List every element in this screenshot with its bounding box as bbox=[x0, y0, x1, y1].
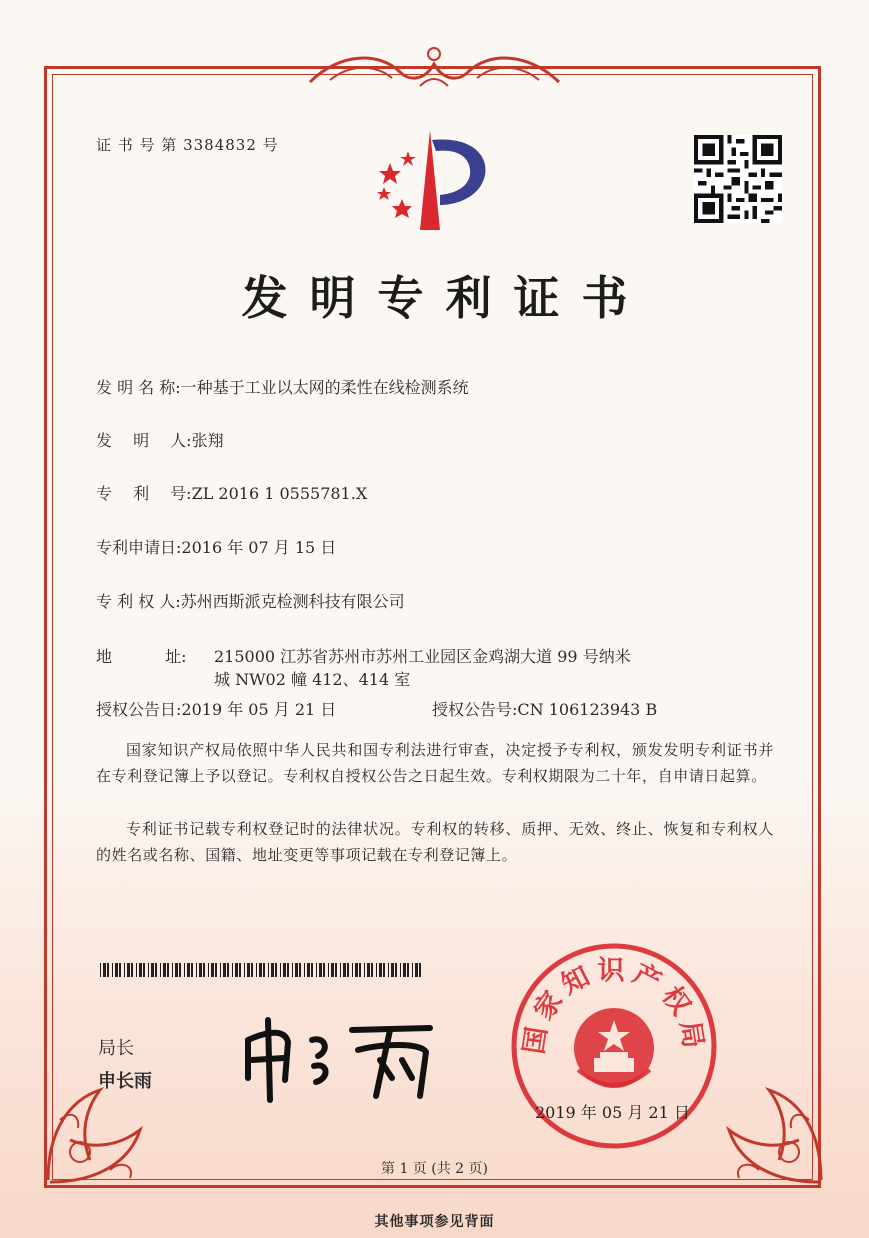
filing-date-row bbox=[96, 536, 336, 560]
inventor-label: 发 明 人: bbox=[96, 431, 192, 450]
invention-name-label: 发 明 名 称: bbox=[96, 378, 181, 397]
address-line-2: 城 NW02 幢 412、414 室 bbox=[214, 670, 411, 689]
qr-code bbox=[694, 135, 782, 223]
grant-statement-paragraph: 国家知识产权局依照中华人民共和国专利法进行审查，决定授予专利权，颁发发明专利证书并在专利登记簿上予以登记。专利权自授权公告之日起生效。专利权期限为二十年，自申请日起算。 bbox=[96, 741, 774, 785]
legal-status-paragraph: 专利证书记载专利权登记时的法律状况。专利权的转移、质押、无效、终止、恢复和专利权人的姓名或名称、国籍、地址变更等事项记载在专利登记簿上。 bbox=[96, 820, 774, 864]
director-signature bbox=[230, 1000, 450, 1110]
director-title: 局长 bbox=[98, 1038, 134, 1059]
invention-name-value: 一种基于工业以太网的柔性在线检测系统 bbox=[180, 378, 469, 397]
patentee-row bbox=[96, 590, 405, 614]
patent-number-row bbox=[96, 482, 367, 506]
footer-note: 其他事项参见背面 bbox=[374, 1214, 495, 1230]
patentee-label: 专 利 权 人: bbox=[96, 592, 181, 611]
seal-text: 国家知识产权局 bbox=[518, 955, 710, 1057]
grant-number-label: 授权公告号: bbox=[432, 700, 518, 719]
address-line-1: 215000 江苏省苏州市苏州工业园区金鸡湖大道 99 号纳米 bbox=[214, 647, 631, 666]
barcode bbox=[100, 963, 422, 977]
grant-date-row bbox=[96, 698, 336, 722]
filing-date-value: 2016 年 07 月 15 日 bbox=[181, 538, 337, 557]
seal-date: 2019 年 05 月 21 日 bbox=[535, 1103, 690, 1122]
address-label: 地 址: bbox=[96, 647, 187, 666]
patent-number-label: 专 利 号: bbox=[96, 484, 192, 503]
certificate-number: 证 书 号 第 3384832 号 bbox=[96, 136, 279, 154]
certificate-title: 发明专利证书 bbox=[241, 271, 650, 325]
grant-number-value: CN 106123943 B bbox=[517, 700, 658, 719]
grant-number-row bbox=[432, 698, 657, 722]
filing-date-label: 专利申请日: bbox=[96, 538, 182, 557]
inventor-value: 张翔 bbox=[191, 431, 224, 450]
grant-date-value: 2019 年 05 月 21 日 bbox=[181, 700, 337, 719]
page-number: 第 1 页 (共 2 页) bbox=[381, 1161, 488, 1177]
director-name: 申长雨 bbox=[98, 1071, 152, 1092]
top-ornament bbox=[300, 42, 569, 92]
invention-name-row bbox=[96, 376, 469, 400]
patentee-value: 苏州西斯派克检测科技有限公司 bbox=[180, 592, 405, 611]
cnipa-logo bbox=[360, 125, 500, 235]
inventor-row bbox=[96, 429, 224, 453]
patent-number-value: ZL 2016 1 0555781.X bbox=[191, 484, 368, 503]
grant-date-label: 授权公告日: bbox=[96, 700, 182, 719]
